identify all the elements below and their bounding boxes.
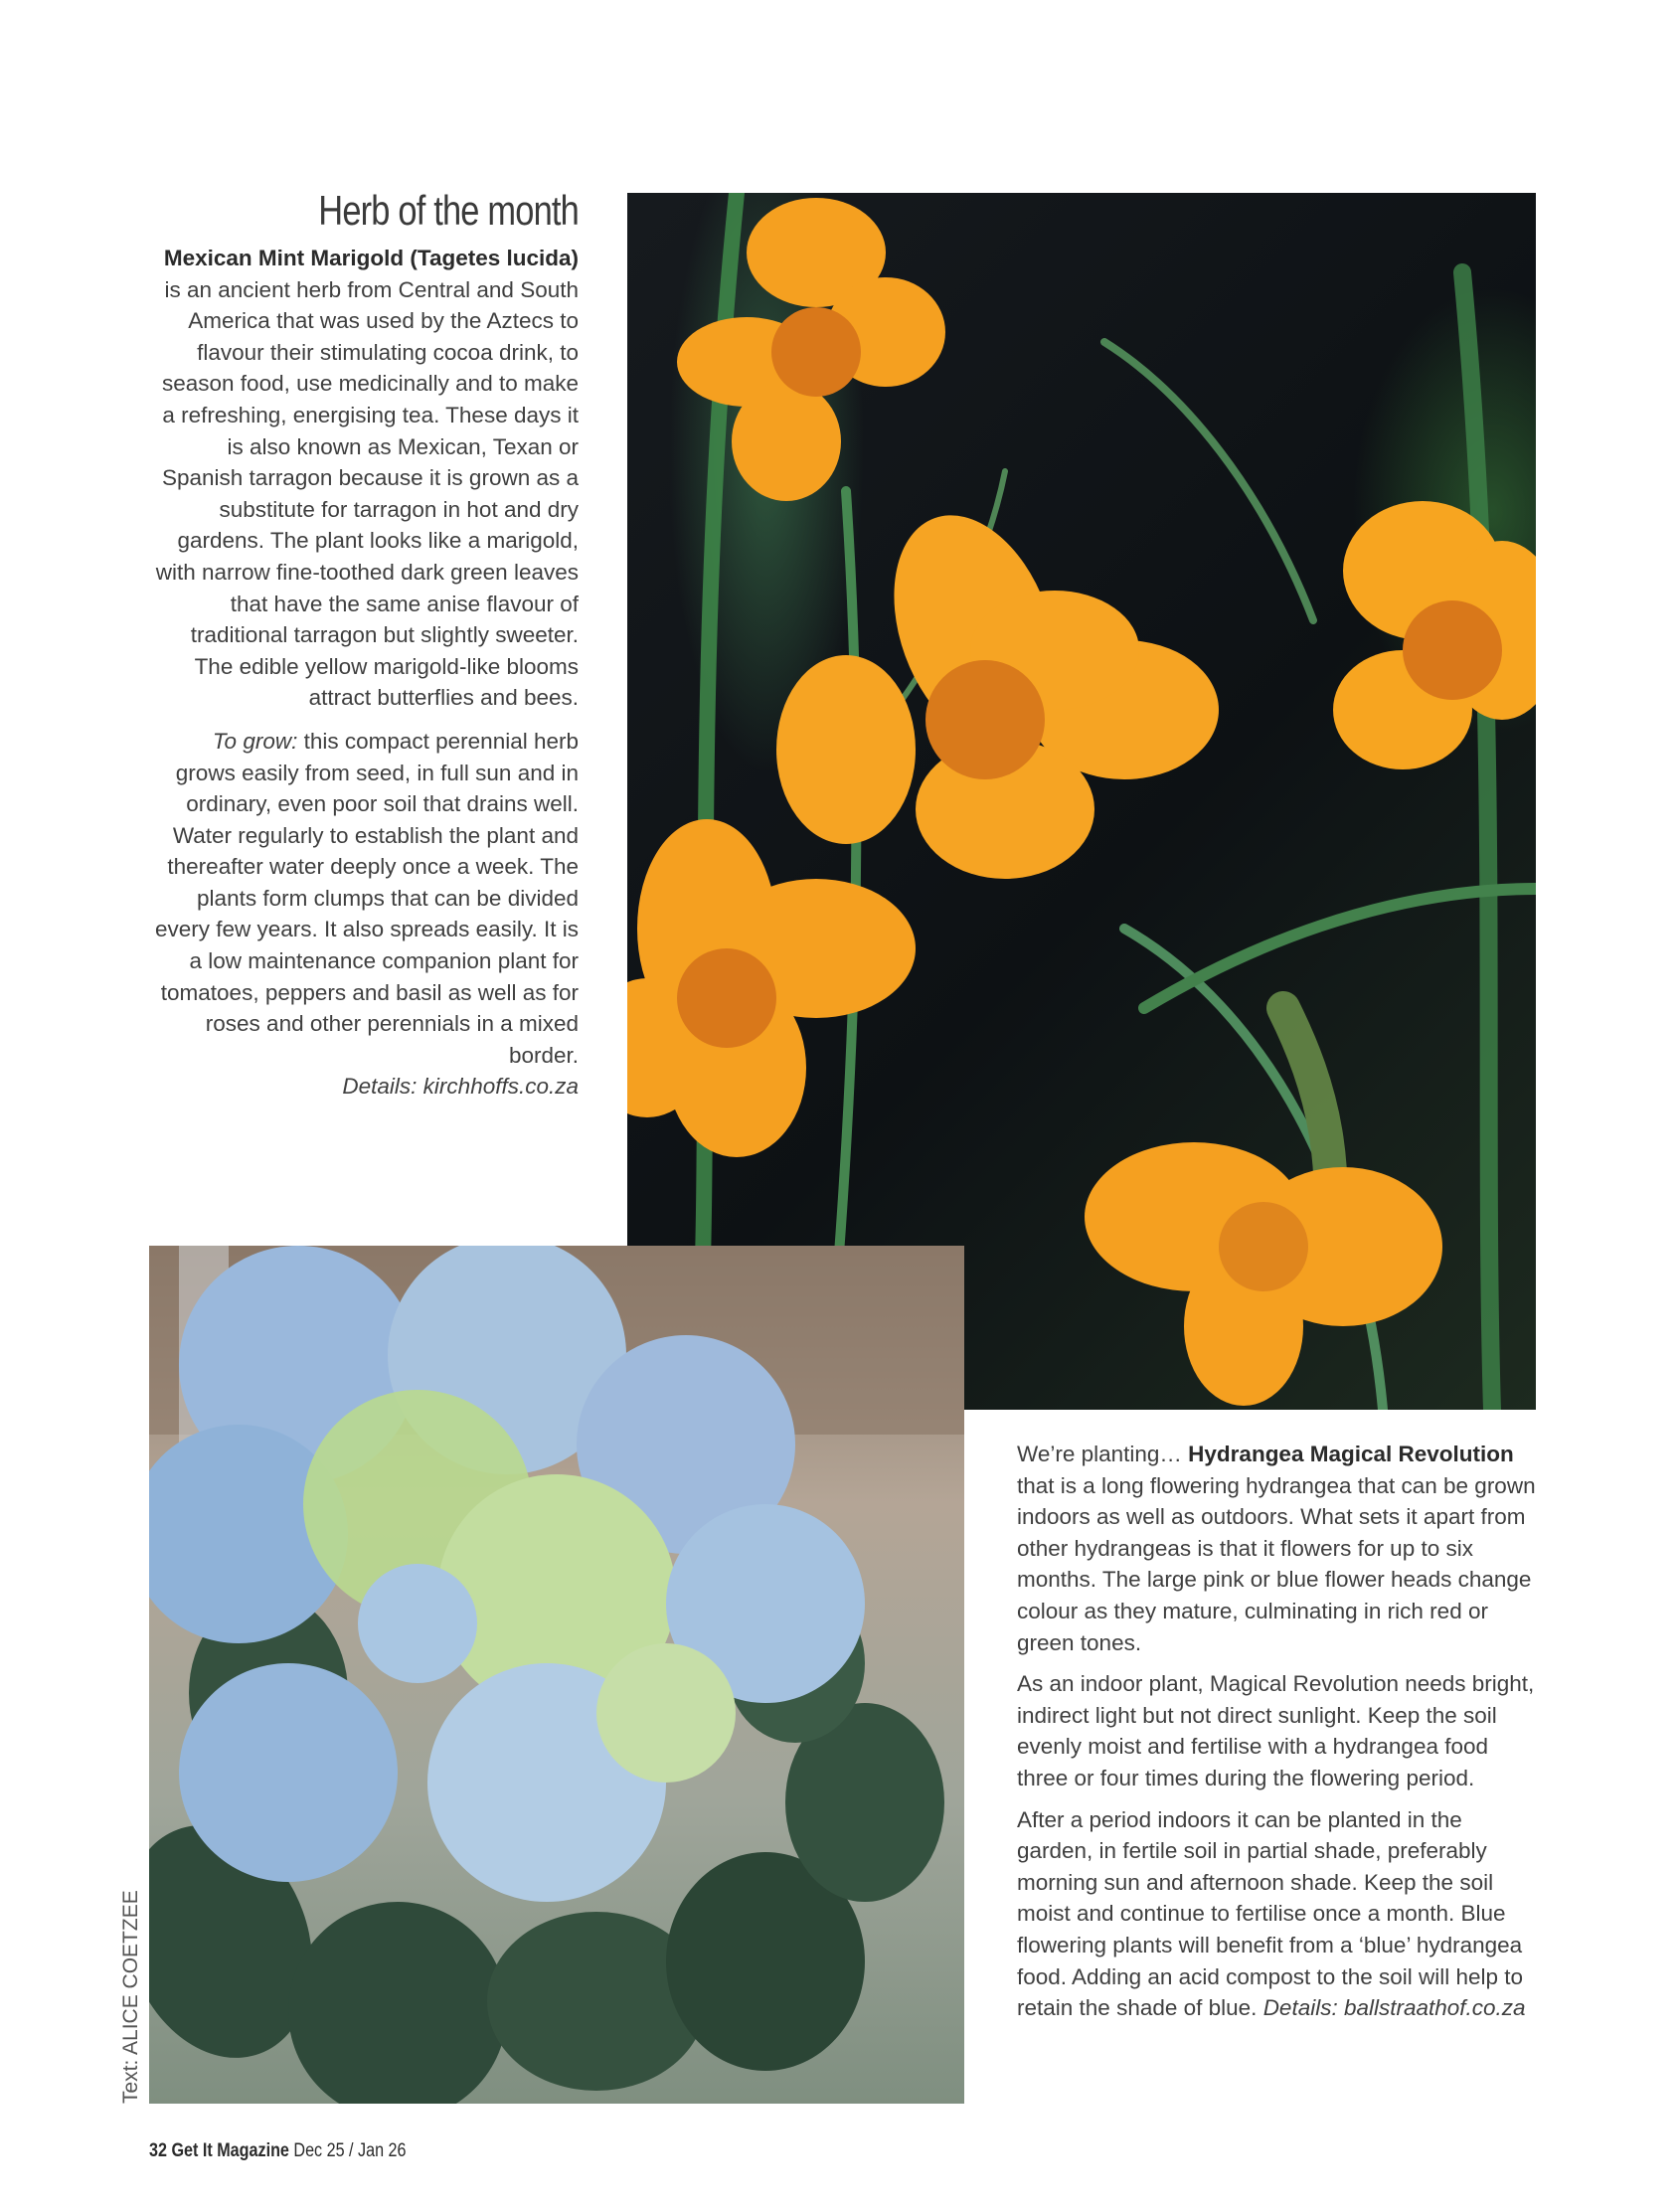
herb-grow-paragraph xyxy=(149,726,579,1103)
hydrangea-photo xyxy=(149,1246,964,2104)
herb-details: Details: kirchhoffs.co.za xyxy=(342,1074,579,1100)
planting-paragraph-1 xyxy=(1017,1439,1542,1658)
herb-article xyxy=(149,243,579,1114)
grow-text: this compact perennial herb grows easily from seed, in full sun and in ordinary, even poor soil that drains well. Water regularly to establish the plant and thereafter water deeply once a week. The plants form clumps that can be divided every few years. It also spreads easily. It is a low maintenance companion plant for tomatoes, peppers and basil as well as for roses and other perennials in a mixed border. xyxy=(155,728,579,1068)
marigold-flower xyxy=(1085,1142,1442,1406)
marigold-flower xyxy=(776,493,1219,879)
herb-intro-text: is an ancient herb from Central and South America that was used by the Aztecs to flavour their stimulating cocoa drink, to season food, use medicinally and to make a refreshing, energising tea. These days it is also known as Mexican, Texan or Spanish tarragon because it is grown as a substitute for tarragon in hot and dry gardens. The plant looks like a marigold, with narrow fine-toothed dark green leaves that have the same anise flavour of traditional tarragon but slightly sweeter. The edible yellow marigold-like blooms attract butterflies and bees. xyxy=(155,276,579,711)
issue-date: Dec 25 / Jan 26 xyxy=(293,2140,407,2161)
marigold-flower xyxy=(1333,501,1536,769)
planting-name: Hydrangea Magical Revolution xyxy=(1188,1442,1514,1466)
grow-label: To grow: xyxy=(212,728,298,754)
herb-heading: Herb of the month xyxy=(318,187,579,234)
page-number: 32 xyxy=(149,2140,167,2161)
magazine-name: Get It Magazine xyxy=(171,2140,289,2161)
herb-intro-paragraph xyxy=(149,243,579,714)
planting-p1-text: that is a long flowering hydrangea that can be grown indoors as well as outdoors. What sets it apart from other hydrangeas is that it flowers for up to six months. The large pink or blue flower heads change colour as they mature, culminating in rich red or green tones. xyxy=(1017,1472,1536,1655)
planting-p3-text: After a period indoors it can be planted in the garden, in fertile soil in partial shade, preferably morning sun and afternoon shade. Keep the soil moist and continue to fertilise once a month. Blue flowering plants will benefit from a ‘blue’ hydrangea food. Adding an acid compost to the soil will help to retain the shade of blue. xyxy=(1017,1806,1524,2021)
planting-article xyxy=(1017,1439,1542,2034)
text-credit: Text: ALICE COETZEE xyxy=(119,1890,142,2104)
marigold-photo xyxy=(627,193,1536,1410)
marigold-flower xyxy=(627,819,916,1157)
herb-name: Mexican Mint Marigold (Tagetes lucida) xyxy=(163,246,579,270)
planting-details: Details: ballstraathof.co.za xyxy=(1262,1995,1526,2021)
planting-paragraph-3 xyxy=(1017,1804,1542,2024)
page-footer xyxy=(149,2140,407,2162)
planting-lead: We’re planting… xyxy=(1017,1442,1189,1466)
planting-paragraph-2: As an indoor plant, Magical Revolution needs bright, indirect light but not direct sunlight. Keep the soil evenly moist and fertilise with a hydrangea food three or four times during the flowering period. xyxy=(1017,1671,1535,1790)
